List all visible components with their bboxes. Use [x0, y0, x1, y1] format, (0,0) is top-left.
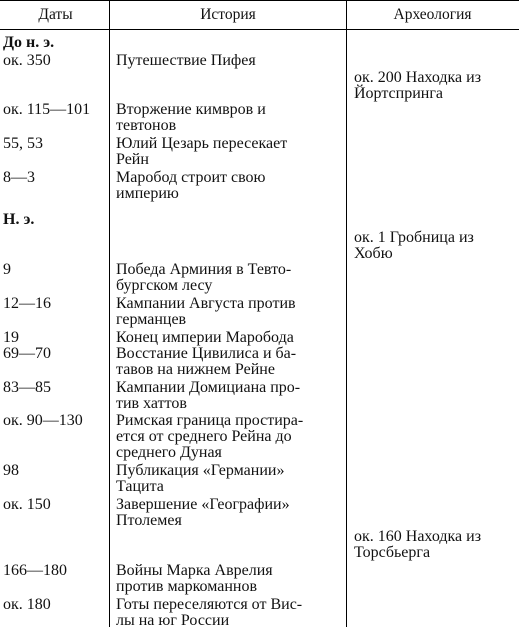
- history-entry: [116, 413, 303, 461]
- history-entry: [116, 597, 302, 629]
- history-entry: [116, 380, 300, 412]
- date-cell: ок. 150: [3, 496, 51, 513]
- section-bc: До н. э.: [3, 34, 55, 51]
- history-entry: [116, 296, 296, 328]
- history-line: Путешествие Пифея: [116, 52, 256, 69]
- history-line: Маробод строит свою: [116, 169, 266, 186]
- history-line: германцев: [116, 311, 187, 328]
- archaeology-entry: [354, 529, 481, 561]
- history-entry: [116, 463, 284, 495]
- archaeology-line: ок. 1 Гробница из: [354, 229, 474, 246]
- date-cell: ок. 115—101: [3, 101, 91, 118]
- section-ad: Н. э.: [3, 211, 35, 228]
- archaeology-line: Хобю: [354, 245, 393, 262]
- history-line: Юлий Цезарь пересекает: [116, 135, 288, 152]
- history-line: Тацита: [116, 478, 164, 495]
- header-archaeology: Археология: [393, 6, 472, 23]
- date-cell: 9: [3, 261, 11, 278]
- history-line: Птолемея: [116, 512, 182, 529]
- history-entry: [116, 330, 294, 346]
- date-cell: 8—3: [3, 169, 35, 186]
- history-line: ется от среднего Рейна до: [116, 428, 292, 445]
- history-entry: [116, 563, 273, 595]
- date-cell: ок. 350: [3, 52, 51, 69]
- history-line: тевтонов: [116, 117, 177, 134]
- column-divider-1: [109, 0, 110, 627]
- archaeology-line: ок. 160 Находка из: [354, 528, 482, 545]
- history-line: Кампании Августа против: [116, 295, 296, 312]
- history-line: Готы переселяются от Вис-: [116, 596, 303, 613]
- history-line: Рейн: [116, 151, 149, 168]
- archaeology-line: ок. 200 Находка из: [354, 69, 482, 86]
- history-line: Римская граница простира-: [116, 412, 304, 429]
- date-cell: 83—85: [3, 379, 51, 396]
- history-line: империю: [116, 185, 179, 202]
- header-history: История: [200, 6, 256, 23]
- history-line: среднего Дуная: [116, 444, 222, 461]
- history-entry: [116, 497, 290, 529]
- date-cell: 55, 53: [3, 135, 43, 152]
- date-cell: ок. 180: [3, 596, 51, 613]
- date-cell: 69—70: [3, 345, 51, 362]
- date-cell: ок. 90—130: [3, 412, 83, 429]
- history-line: бургском лесу: [116, 277, 213, 294]
- date-cell: 166—180: [3, 562, 67, 579]
- history-line: Войны Марка Аврелия: [116, 562, 273, 579]
- date-cell: 12—16: [3, 295, 51, 312]
- history-line: Восстание Цивилиса и ба-: [116, 345, 297, 362]
- history-line: против маркоманнов: [116, 578, 258, 595]
- history-entry: [116, 170, 266, 202]
- history-line: Победа Арминия в Тевто-: [116, 261, 292, 278]
- header-dates: Даты: [38, 6, 73, 23]
- history-line: лы на юг России: [116, 612, 230, 629]
- history-line: Кампании Домициана про-: [116, 379, 301, 396]
- history-line: Конец империи Маробода: [116, 329, 294, 346]
- top-rule: [0, 0, 519, 1]
- header-rule: [0, 29, 519, 30]
- date-cell: 98: [3, 462, 19, 479]
- history-line: тавов на нижнем Рейне: [116, 361, 275, 378]
- archaeology-entry: [354, 70, 481, 102]
- history-entry: [116, 346, 296, 378]
- history-line: Вторжение кимвров и: [116, 101, 266, 118]
- archaeology-entry: [354, 230, 474, 262]
- history-entry: [116, 53, 256, 69]
- archaeology-line: Торсбьерга: [354, 544, 431, 561]
- date-cell: 19: [3, 329, 19, 346]
- archaeology-line: Йортспринга: [354, 85, 443, 102]
- history-line: Завершение «Географии»: [116, 496, 290, 513]
- history-entry: [116, 102, 266, 134]
- history-entry: [116, 262, 291, 294]
- column-divider-2: [346, 0, 347, 627]
- history-line: Публикация «Германии»: [116, 462, 285, 479]
- history-entry: [116, 136, 287, 168]
- history-line: тив хаттов: [116, 395, 187, 412]
